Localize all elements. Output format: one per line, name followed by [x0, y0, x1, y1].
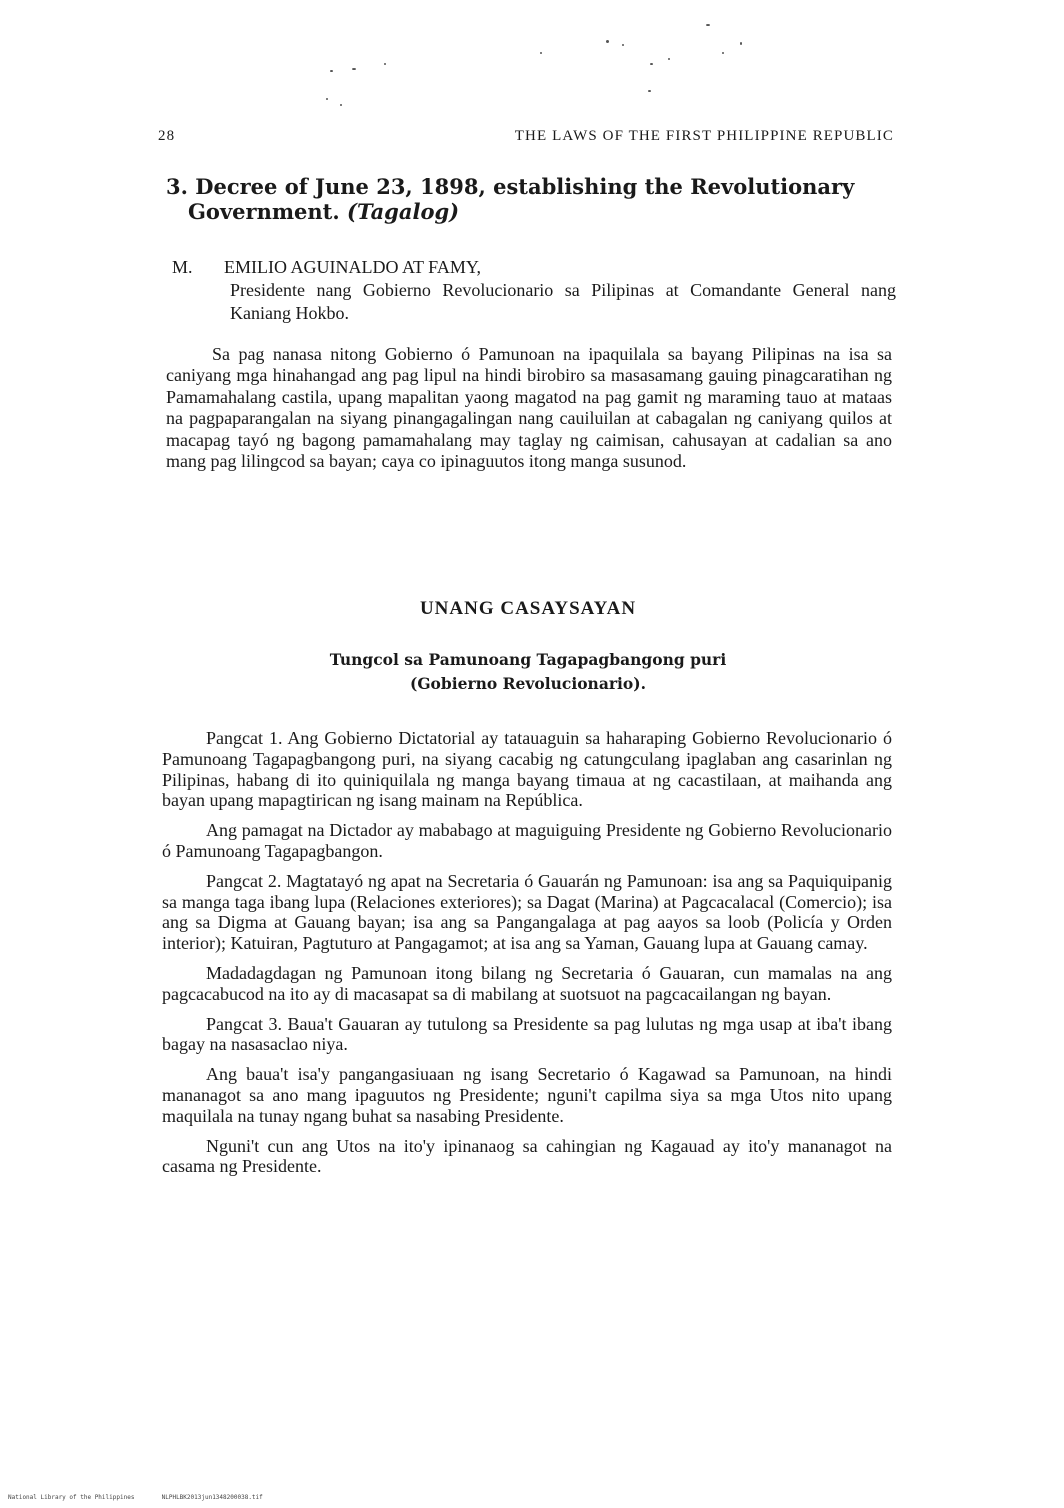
article-paragraph: Pangcat 3. Baua't Gauaran ay tutulong sa Presidente sa pag lulutas ng mga usap at iba't ibang bagay na nasasaclao niya.: [162, 1013, 892, 1055]
decree-title-line2: Government.: [188, 199, 340, 224]
footer-file-id: NLPHLBK2013jun1348200038.tif: [161, 1494, 263, 1501]
footer-library: National Library of the Philippines: [8, 1494, 135, 1501]
article-paragraph: Pangcat 2. Magtatayó ng apat na Secretaria ó Gauarán ng Pamunoan: isa ang sa Paquiquipanig sa manga taga ibang lupa (Relaciones exteriores); sa Dagat (Marina) at Pagcacalacal (Comercio); isa ang sa Digma at Gauang bayan; isa ang sa Pangangalaga at pag aayos sa loob (Policía y Orden interior); Katuiran, Pagtuturo at Pangagamot; at isa ang sa Yaman, Gauang lupa at Gauang camay.: [162, 870, 892, 954]
section-heading: UNANG CASAYSAYAN: [419, 598, 637, 619]
subheading-line2: (Gobierno Revolucionario).: [409, 674, 646, 693]
decree-number: 3.: [166, 174, 188, 199]
preamble-paragraph: Sa pag nanasa nitong Gobierno ó Pamunoan na ipaquilala sa bayang Pilipinas na isa sa caniyang mga hinahangad ang pag lipul na hindi birobiro sa masasamang gauing pinagcaratihan ng Pamamahalang castila, upang mapalitan yaong magatod na pag gamit ng maraming tauo at mataas na pagpaparangalan na siyang pinangagalingan nang cauiluilan at cabagalan ng caniyang quilos at macapag tayó ng bagong pamamahalang may taglay ng caimisan, cahusayan at cadalian sa ano mang pag lilingcod sa bayan; caya co ipinaguutos itong manga susunod.: [166, 344, 892, 472]
page-number: 28: [158, 128, 176, 144]
signatory-block: [172, 256, 896, 325]
decree-title-line1: Decree of June 23, 1898, establishing the Revolutionary: [195, 174, 855, 199]
article-paragraph: Madadagdagan ng Pamunoan itong bilang ng Secretaria ó Gauaran, cun mamalas na ang pagcacabucod na ito ay di macasapat sa di mabilang at suotsuot na pagcacailangan ng bayan.: [162, 962, 892, 1004]
subheading-line1: Tungcol sa Pamunoang Tagapagbangong puri: [329, 650, 727, 669]
signatory-initial: M.: [172, 257, 193, 277]
decree-title: [166, 174, 896, 224]
running-head: [158, 128, 894, 152]
article-paragraph: Ang pamagat na Dictador ay mababago at maguiguing Presidente ng Gobierno Revolucionario ó Pamunoang Tagapagbangon.: [162, 820, 892, 861]
signatory-office: Presidente nang Gobierno Revolucionario sa Pilipinas at Comandante General nang Kaniang Hokbo.: [230, 280, 896, 323]
signatory-name: EMILIO AGUINALDO AT FAMY,: [224, 257, 482, 277]
article-paragraph: Nguni't cun ang Utos na ito'y ipinanaog sa cahingian ng Kagauad ay ito'y mananagot na casama ng Presidente.: [162, 1135, 892, 1177]
running-title: THE LAWS OF THE FIRST PHILIPPINE REPUBLIC: [514, 128, 894, 144]
subheading: [160, 648, 896, 696]
article-paragraph: Ang baua't isa'y pangangasiuaan ng isang Secretario ó Kagawad sa Pamunoan, na hindi mananagot sa ano mang ipaguutos ng Presidente; nguni't capilma siya sa mga Utos nito upang maquilala na tunay ngang buhat sa nasabing Presidente.: [162, 1064, 892, 1126]
decree-language: (Tagalog): [347, 199, 460, 224]
articles: [162, 728, 892, 1186]
scan-footer: [8, 1494, 908, 1501]
article-paragraph: Pangcat 1. Ang Gobierno Dictatorial ay tatauaguin sa haharaping Gobierno Revolucionario ó Pamunoang Tagapagbangong puri, na siyang cacabig ng catungculang ipaglaban ang casarinlan ng Pilipinas, habang di ito quiniquilala ng manga bayang timaua at ng cacastilaan, at maihanda ang bayan upang mapagtirican ng isang mainam na República.: [162, 728, 892, 811]
